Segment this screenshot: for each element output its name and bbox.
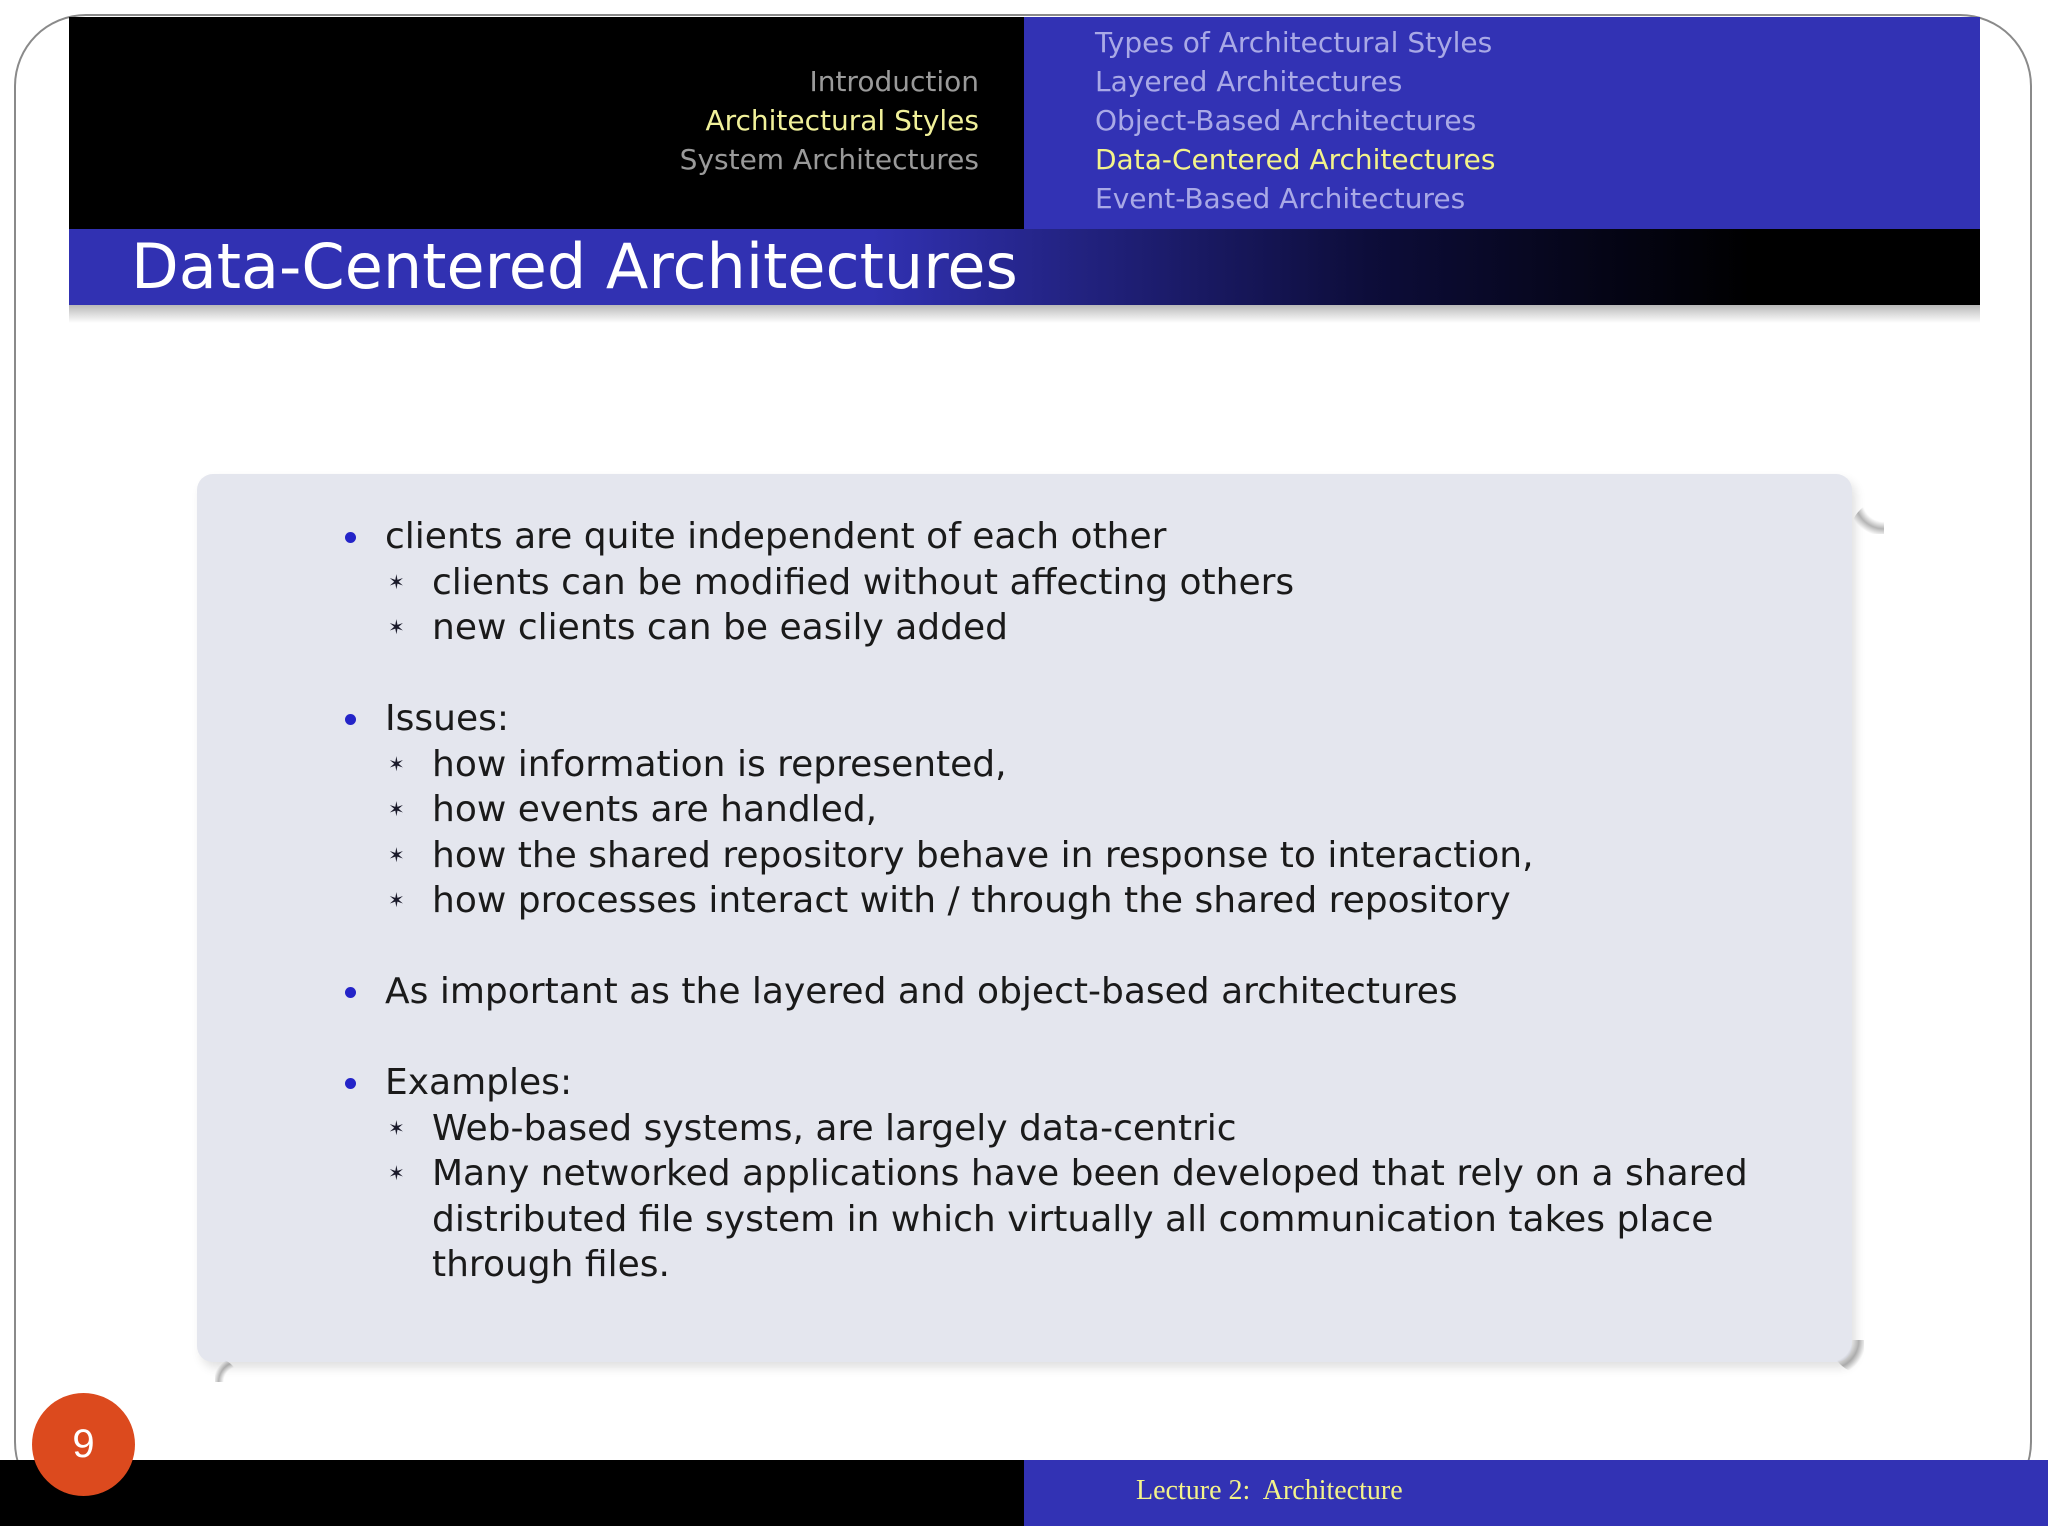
bullet-item bbox=[345, 696, 1805, 742]
bullet-item bbox=[345, 969, 1805, 1015]
bullet-dot-icon bbox=[345, 1078, 356, 1089]
bullet-dot-icon bbox=[345, 987, 356, 998]
bullet-dot-icon bbox=[345, 714, 356, 725]
star-bullet-icon: ✶ bbox=[388, 751, 405, 776]
nav-item-types-of-architectural-styles[interactable]: Types of Architectural Styles bbox=[1095, 26, 1493, 59]
header-navigation bbox=[69, 17, 1980, 229]
sub-bullet-text: Web-based systems, are largely data-centric bbox=[432, 1107, 1237, 1149]
sub-bullet-text: new clients can be easily added bbox=[432, 607, 1008, 648]
bullet-text: Examples: bbox=[385, 1062, 573, 1103]
page-number-badge: 9 bbox=[32, 1393, 135, 1496]
sub-bullet-item bbox=[388, 878, 1805, 924]
title-bar-shadow bbox=[69, 305, 1980, 323]
nav-subsections-panel bbox=[1024, 17, 1980, 229]
sub-bullet-item bbox=[388, 560, 1805, 606]
content-box bbox=[197, 474, 1852, 1362]
star-bullet-icon: ✶ bbox=[388, 1115, 405, 1140]
bullet-text: As important as the layered and object-based architectures bbox=[385, 971, 1458, 1012]
bullet-gap bbox=[345, 651, 1805, 697]
star-bullet-icon: ✶ bbox=[388, 615, 405, 639]
nav-sections-list bbox=[680, 62, 979, 179]
bullet-list bbox=[345, 514, 1805, 1288]
nav-item-data-centered-architectures[interactable]: Data-Centered Architectures bbox=[1095, 143, 1496, 176]
nav-sections-panel bbox=[69, 17, 1024, 229]
bullet-dot-icon bbox=[345, 532, 356, 543]
nav-item-architectural-styles[interactable]: Architectural Styles bbox=[705, 104, 979, 137]
sub-bullet-text: how events are handled, bbox=[432, 789, 878, 830]
sub-bullet-text: how information is represented, bbox=[432, 743, 1007, 785]
bullet-item bbox=[345, 1060, 1805, 1106]
nav-item-event-based-architectures[interactable]: Event-Based Architectures bbox=[1095, 182, 1466, 215]
sub-bullet-text: how processes interact with / through the shared repository bbox=[432, 880, 1511, 921]
sub-bullet-text: clients can be modified without affecting others bbox=[432, 561, 1295, 603]
nav-item-system-architectures[interactable]: System Architectures bbox=[679, 143, 979, 176]
star-bullet-icon: ✶ bbox=[388, 842, 405, 867]
star-bullet-icon: ✶ bbox=[388, 797, 405, 821]
footer-left bbox=[0, 1460, 1024, 1526]
sub-bullet-item bbox=[388, 833, 1805, 879]
nav-item-object-based-architectures[interactable]: Object-Based Architectures bbox=[1095, 104, 1477, 137]
star-bullet-icon: ✶ bbox=[388, 888, 405, 912]
sub-bullet-item bbox=[388, 1106, 1805, 1152]
bullet-gap bbox=[345, 1015, 1805, 1061]
star-bullet-icon: ✶ bbox=[388, 1161, 405, 1185]
nav-subsections-list bbox=[1095, 23, 1496, 218]
sub-bullet-item bbox=[388, 1151, 1805, 1288]
sub-bullet-item bbox=[388, 742, 1805, 788]
title-bar bbox=[69, 229, 1980, 305]
nav-item-layered-architectures[interactable]: Layered Architectures bbox=[1095, 65, 1403, 98]
bullet-gap bbox=[345, 924, 1805, 970]
footer-right bbox=[1024, 1460, 2048, 1526]
sub-bullet-text: Many networked applications have been developed that rely on a shared distributed file system in which virtually all communication takes place through files. bbox=[432, 1153, 1748, 1285]
sub-bullet-item bbox=[388, 605, 1805, 651]
star-bullet-icon: ✶ bbox=[388, 569, 405, 594]
bullet-text: clients are quite independent of each other bbox=[385, 516, 1167, 557]
slide-title: Data-Centered Architectures bbox=[131, 230, 1018, 303]
sub-bullet-text: how the shared repository behave in response to interaction, bbox=[432, 834, 1534, 876]
nav-item-introduction[interactable]: Introduction bbox=[809, 65, 979, 98]
bullet-item bbox=[345, 514, 1805, 560]
sub-bullet-item bbox=[388, 787, 1805, 833]
footer-lecture-title: Lecture 2: Architecture bbox=[1136, 1475, 1403, 1506]
bullet-text: Issues: bbox=[385, 698, 509, 739]
